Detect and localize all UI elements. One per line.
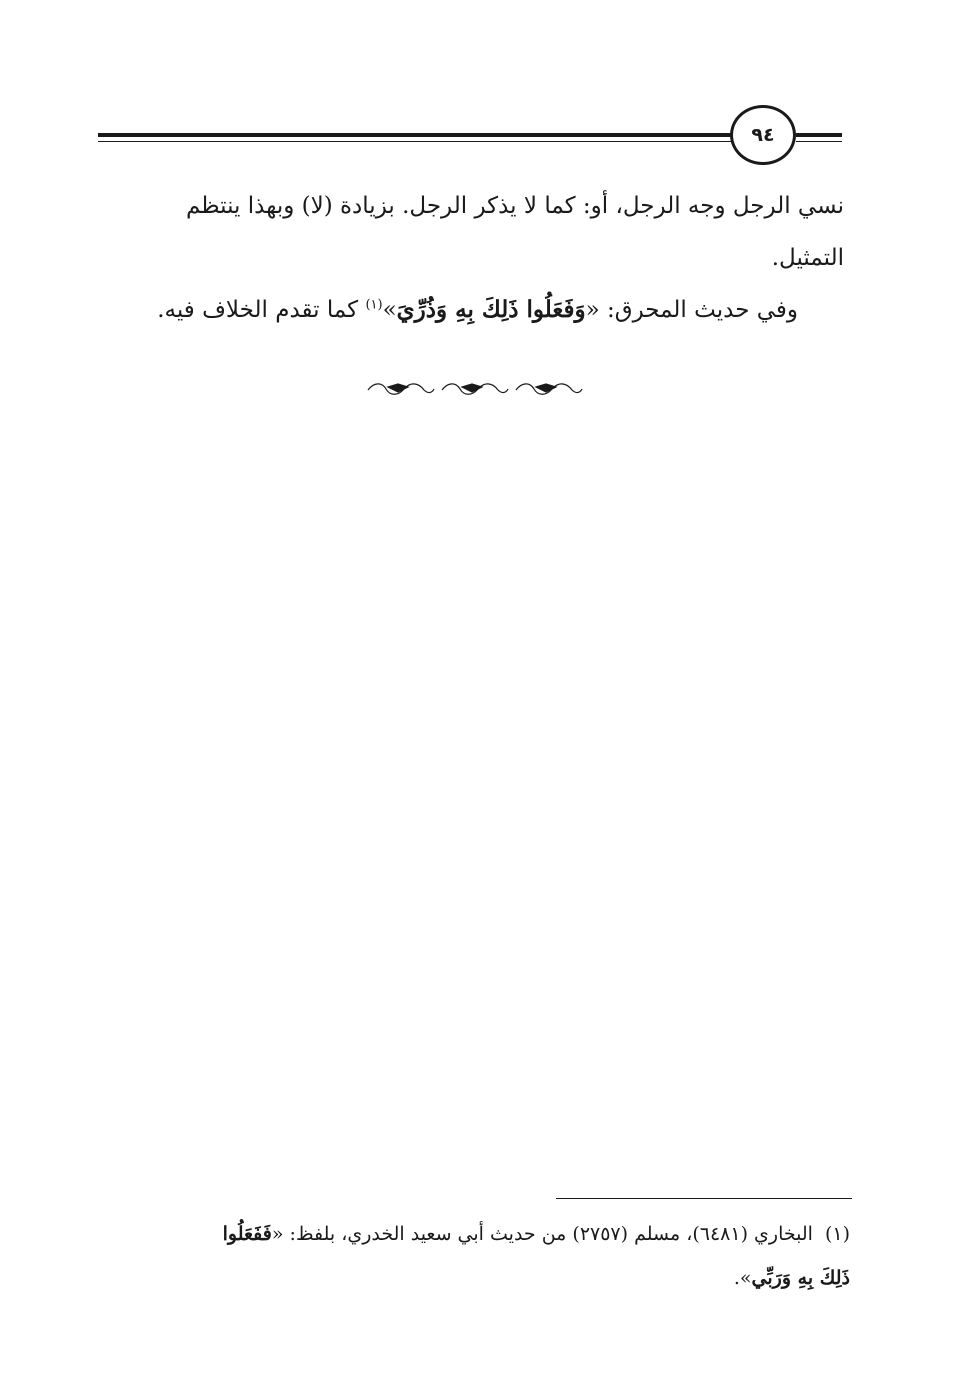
footnote-line-2 bbox=[108, 1256, 850, 1300]
ornament-motif bbox=[516, 384, 582, 394]
quote-close: » bbox=[382, 297, 397, 323]
ornament-motif bbox=[442, 384, 508, 394]
header-rule-right-thick bbox=[796, 133, 842, 137]
footnote-quote-part-2: ذَلِكَ بِهِ وَرَبِّي bbox=[751, 1267, 850, 1289]
footnote-separator bbox=[556, 1198, 852, 1199]
ornament-motif bbox=[368, 384, 434, 394]
footnote-text: البخاري (٦٤٨١)، مسلم (٢٧٥٧) من حديث أبي سعيد الخدري، بلفظ: « bbox=[271, 1223, 813, 1245]
footnote-ref: (١) bbox=[365, 297, 383, 313]
footnote-line-1 bbox=[108, 1212, 850, 1256]
footnote-end: ». bbox=[733, 1267, 752, 1289]
header-rule-thin bbox=[98, 141, 734, 142]
footnote-number: (١) bbox=[824, 1223, 850, 1245]
paragraph-2-rest: كما تقدم الخلاف فيه. bbox=[157, 297, 366, 323]
section-divider-ornament bbox=[364, 378, 584, 400]
header-rule-thick bbox=[98, 133, 734, 137]
paragraph-2 bbox=[98, 284, 844, 336]
paragraph-1-line-1: نسي الرجل وجه الرجل، أو: كما لا يذكر الرجل. بزيادة (لا) وبهذا ينتظم bbox=[185, 193, 844, 219]
page-number: ٩٤ bbox=[730, 105, 796, 165]
main-text bbox=[98, 180, 844, 336]
footnote bbox=[108, 1212, 850, 1300]
paragraph-1-line-2: التمثيل. bbox=[771, 245, 844, 271]
hadith-quote: وَفَعَلُوا ذَلِكَ بِهِ وَذُرِّيَ bbox=[396, 296, 586, 323]
footnote-quote-part-1: فَفَعَلُوا bbox=[222, 1223, 272, 1245]
paragraph-2-intro: وفي حديث المحرق: « bbox=[585, 297, 798, 323]
paragraph-1 bbox=[98, 180, 844, 284]
page-header bbox=[98, 105, 844, 165]
header-rule-right-thin bbox=[796, 141, 842, 142]
